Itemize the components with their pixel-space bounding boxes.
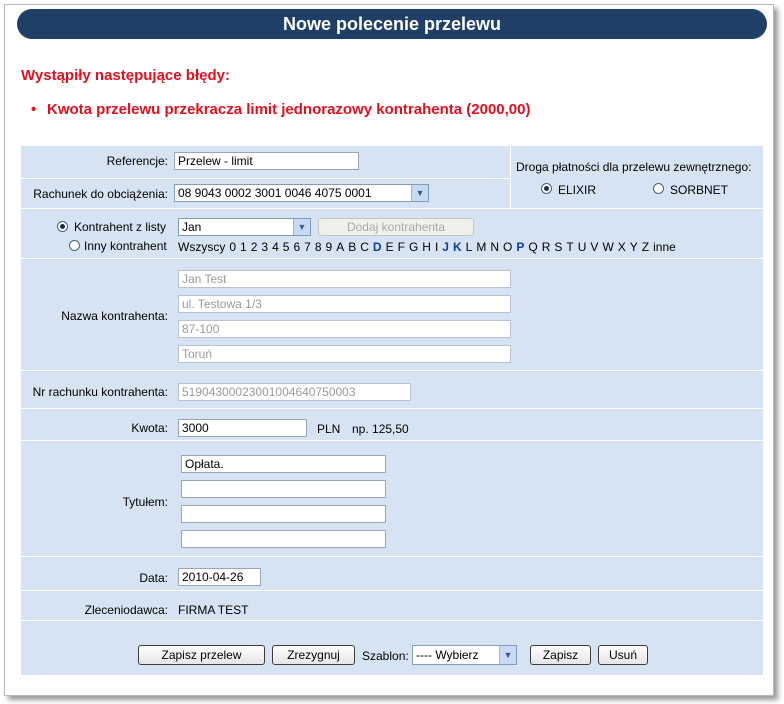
letter-filter-t[interactable]: T [566,240,574,254]
letter-filter-3[interactable]: 3 [261,240,269,254]
letter-filter-k[interactable]: K [452,240,462,254]
tytul-line-2[interactable] [181,480,386,498]
kwota-input[interactable]: 3000 [178,419,307,437]
nazwa-line-4[interactable]: Toruń [178,345,511,363]
letter-filter-d[interactable]: D [372,240,382,254]
szablon-select[interactable] [412,645,517,665]
nazwa-line-3[interactable]: 87-100 [178,320,511,338]
letter-filter-9[interactable]: 9 [325,240,333,254]
transfer-form [21,146,763,675]
letter-filter-r[interactable]: R [541,240,551,254]
letter-filter-6[interactable]: 6 [293,240,301,254]
chevron-down-icon: ▼ [411,185,428,201]
letter-filter-l[interactable]: L [465,240,473,254]
letter-filter-5[interactable]: 5 [282,240,290,254]
error-heading: Wystąpiły następujące błędy: [21,67,230,84]
letter-filter-j[interactable]: J [442,240,449,254]
zleceniodawca-label: Zleceniodawca: [84,603,168,617]
letter-filter-n[interactable]: N [490,240,500,254]
kwota-hint: np. 125,50 [352,422,409,436]
letter-filter-a[interactable]: A [336,240,345,254]
rachunek-select-value: 08 9043 0002 3001 0046 4075 0001 [178,186,372,200]
zleceniodawca-value: FIRMA TEST [178,603,249,617]
tytul-label: Tytułem: [122,495,168,509]
inny-kontrahent-radio[interactable] [69,240,80,251]
letter-filter-g[interactable]: G [408,240,419,254]
letter-filter-7[interactable]: 7 [304,240,311,254]
error-item [31,101,531,118]
nazwa-line-2[interactable]: ul. Testowa 1/3 [178,295,511,313]
tytul-line-3[interactable] [181,505,386,523]
letter-filter-8[interactable]: 8 [314,240,322,254]
chevron-down-icon: ▼ [293,219,310,235]
letter-filter-x[interactable]: X [617,240,626,254]
elixir-label: ELIXIR [558,183,597,197]
nr-rachunku-input[interactable]: 51904300023001004640750003 [178,383,411,401]
data-label: Data: [139,571,168,585]
letter-filter-s[interactable]: S [554,240,563,254]
letter-filter-f[interactable]: F [397,240,405,254]
zapisz-przelew-button[interactable]: Zapisz przelew [138,645,265,665]
kontrahent-select-value: Jan [182,220,202,234]
kontrahent-z-listy-label: Kontrahent z listy [74,220,167,234]
tytul-line-4[interactable] [181,530,386,548]
letter-filter-o[interactable]: O [503,240,513,254]
nazwa-line-1[interactable]: Jan Test [178,270,511,288]
transfer-window [4,4,774,696]
szablon-select-value: ---- Wybierz [416,648,479,662]
zapisz-button[interactable]: Zapisz [530,645,591,665]
letter-filter [178,240,680,254]
bullet-icon: • [31,101,37,118]
letter-filter-p[interactable]: P [516,240,525,254]
letter-filter-i[interactable]: I [434,240,439,254]
kontrahent-select[interactable] [178,218,311,236]
nazwa-label: Nazwa kontrahenta: [61,309,168,323]
referencja-input[interactable]: Przelew - limit [174,152,359,170]
szablon-label: Szablon: [362,649,409,663]
letter-filter-v[interactable]: V [590,240,599,254]
letter-filter-e[interactable]: E [385,240,394,254]
sorbnet-label: SORBNET [670,183,729,197]
sorbnet-radio[interactable] [653,183,664,194]
kontrahent-z-listy-radio[interactable] [57,221,68,232]
letter-filter-4[interactable]: 4 [272,240,279,254]
letter-filter-inne[interactable]: inne [653,240,676,254]
usun-button[interactable]: Usuń [598,645,648,665]
letter-filter-y[interactable]: Y [629,240,638,254]
chevron-down-icon: ▼ [499,646,516,664]
letter-filter-wszyscy[interactable]: Wszyscy [178,240,226,254]
tytul-line-1[interactable]: Opłata. [181,455,386,473]
currency-label: PLN [317,422,341,436]
letter-filter-q[interactable]: Q [528,240,538,254]
letter-filter-b[interactable]: B [348,240,357,254]
dodaj-kontrahenta-button[interactable]: Dodaj kontrahenta [318,218,474,236]
rachunek-select[interactable] [174,184,429,202]
error-item-text: Kwota przelewu przekracza limit jednorazowy kontrahenta (2000,00) [47,101,531,118]
rachunek-label: Rachunek do obciążenia: [33,187,168,201]
page-title: Nowe polecenie przelewu [17,9,767,39]
droga-label: Droga płatności dla przelewu zewnętrznego: [516,160,752,174]
letter-filter-h[interactable]: H [422,240,431,254]
referencja-label: Referencje: [106,154,168,168]
elixir-radio[interactable] [541,183,552,194]
zrezygnuj-button[interactable]: Zrezygnuj [272,645,355,665]
letter-filter-w[interactable]: W [602,240,614,254]
inny-kontrahent-label: Inny kontrahent [84,239,167,253]
kwota-label: Kwota: [131,421,168,435]
nr-rachunku-label: Nr rachunku kontrahenta: [32,385,168,399]
letter-filter-c[interactable]: C [360,240,369,254]
letter-filter-2[interactable]: 2 [250,240,258,254]
letter-filter-z[interactable]: Z [641,240,650,254]
letter-filter-u[interactable]: U [577,240,587,254]
data-input[interactable]: 2010-04-26 [178,568,261,586]
letter-filter-m[interactable]: M [476,240,487,254]
letter-filter-1[interactable]: 1 [240,240,247,254]
letter-filter-0[interactable]: 0 [229,240,237,254]
